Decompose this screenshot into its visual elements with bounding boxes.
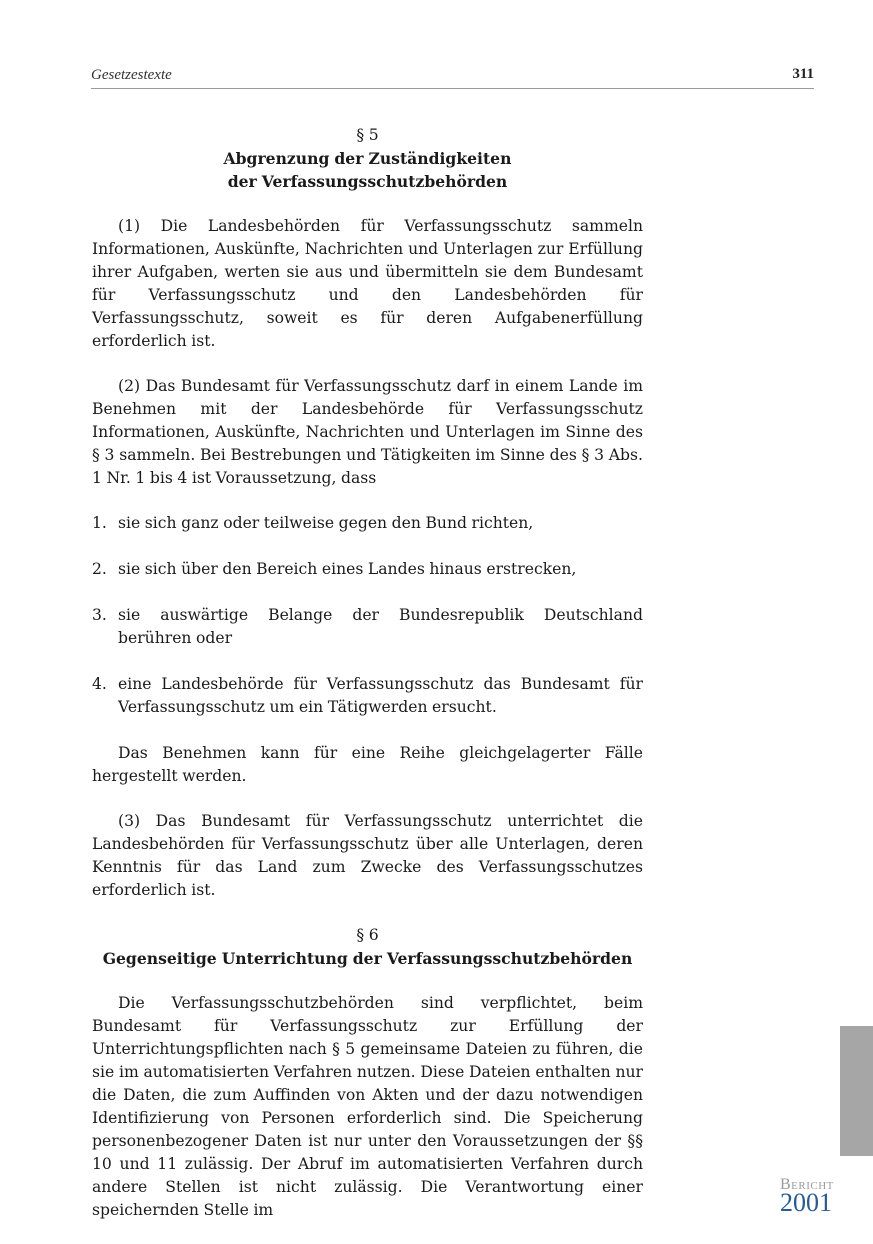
- list-item: [92, 558, 643, 581]
- list-item: [92, 673, 643, 719]
- bericht-2001-logo: [780, 1176, 870, 1217]
- section-5-title-line-2: der Verfassungsschutzbehörden: [227, 172, 508, 191]
- section-5-paragraph-1: (1) Die Landesbehörden für Verfassungsschutz sammeln Informationen, Auskünfte, Nachrichten und Unterlagen zur Erfüllung ihrer Aufgaben, werten sie aus und übermitteln sie dem Bundesamt für Verfassungsschutz und den Landesbehörden für Verfassungsschutz, soweit es für deren Aufgabenerfüllung erforderlich ist.: [92, 217, 643, 350]
- list-item-number: 1.: [92, 514, 107, 532]
- section-5-paragraph-3: (3) Das Bundesamt für Verfassungsschutz unterrichtet die Landesbehörden für Verfassungsschutz über alle Unterlagen, deren Kenntnis für das Land zum Zwecke des Verfassungsschutzes erforderlich ist.: [92, 812, 643, 899]
- page-body: [92, 124, 643, 1244]
- section-5-paragraph-2: (2) Das Bundesamt für Verfassungsschutz darf in einem Lande im Benehmen mit der Landesbehörde für Verfassungsschutz Informationen, Auskünfte, Nachrichten und Unterlagen im Sinne des § 3 sammeln. Bei Bestrebungen und Tätigkeiten im Sinne des § 3 Abs. 1 Nr. 1 bis 4 ist Voraussetzung, dass: [92, 377, 643, 487]
- running-header-title: Gesetzestexte: [91, 67, 172, 83]
- list-item: [92, 512, 643, 535]
- list-item-text: sie sich über den Bereich eines Landes hinaus erstrecken,: [118, 560, 577, 578]
- logo-word: Bericht: [780, 1176, 834, 1193]
- section-5-benehmen-paragraph: Das Benehmen kann für eine Reihe gleichgelagerter Fälle hergestellt werden.: [92, 744, 643, 785]
- section-5-number: § 5: [356, 126, 379, 144]
- section-5-title-line-1: Abgrenzung der Zuständigkeiten: [223, 149, 512, 168]
- page-number: 311: [792, 66, 814, 82]
- list-item-text: eine Landesbehörde für Verfassungsschutz das Bundesamt für Verfassungsschutz um ein Tätigwerden ersucht.: [118, 675, 643, 716]
- section-6-paragraph-1: Die Verfassungsschutzbehörden sind verpflichtet, beim Bundesamt für Verfassungsschutz zur Erfüllung der Unterrichtungspflichten nach § 5 gemeinsame Dateien zu führen, die sie im automatisierten Verfahren nutzen. Diese Dateien enthalten nur die Daten, die zum Auffinden von Akten und der dazu notwendigen Identifizierung von Personen erforderlich sind. Die Speicherung personenbezogener Daten ist nur unter den Voraussetzungen der §§ 10 und 11 zulässig. Der Abruf im automatisierten Verfahren durch andere Stellen ist nicht zulässig. Die Verantwortung einer speichernden Stelle im: [92, 994, 643, 1219]
- condition-list: [92, 512, 643, 719]
- running-header: [91, 66, 814, 89]
- list-item-number: 4.: [92, 675, 107, 693]
- list-item-text: sie sich ganz oder teilweise gegen den Bund richten,: [118, 514, 534, 532]
- logo-year: 2001: [780, 1188, 832, 1217]
- list-item-text: sie auswärtige Belange der Bundesrepublik Deutschland berühren oder: [118, 606, 643, 647]
- list-item: [92, 604, 643, 650]
- section-6-number: § 6: [356, 926, 379, 944]
- chapter-thumb-tab: [840, 1026, 873, 1156]
- list-item-number: 2.: [92, 560, 107, 578]
- section-6-title: Gegenseitige Unterrichtung der Verfassungsschutzbehörden: [102, 949, 633, 968]
- list-item-number: 3.: [92, 606, 107, 624]
